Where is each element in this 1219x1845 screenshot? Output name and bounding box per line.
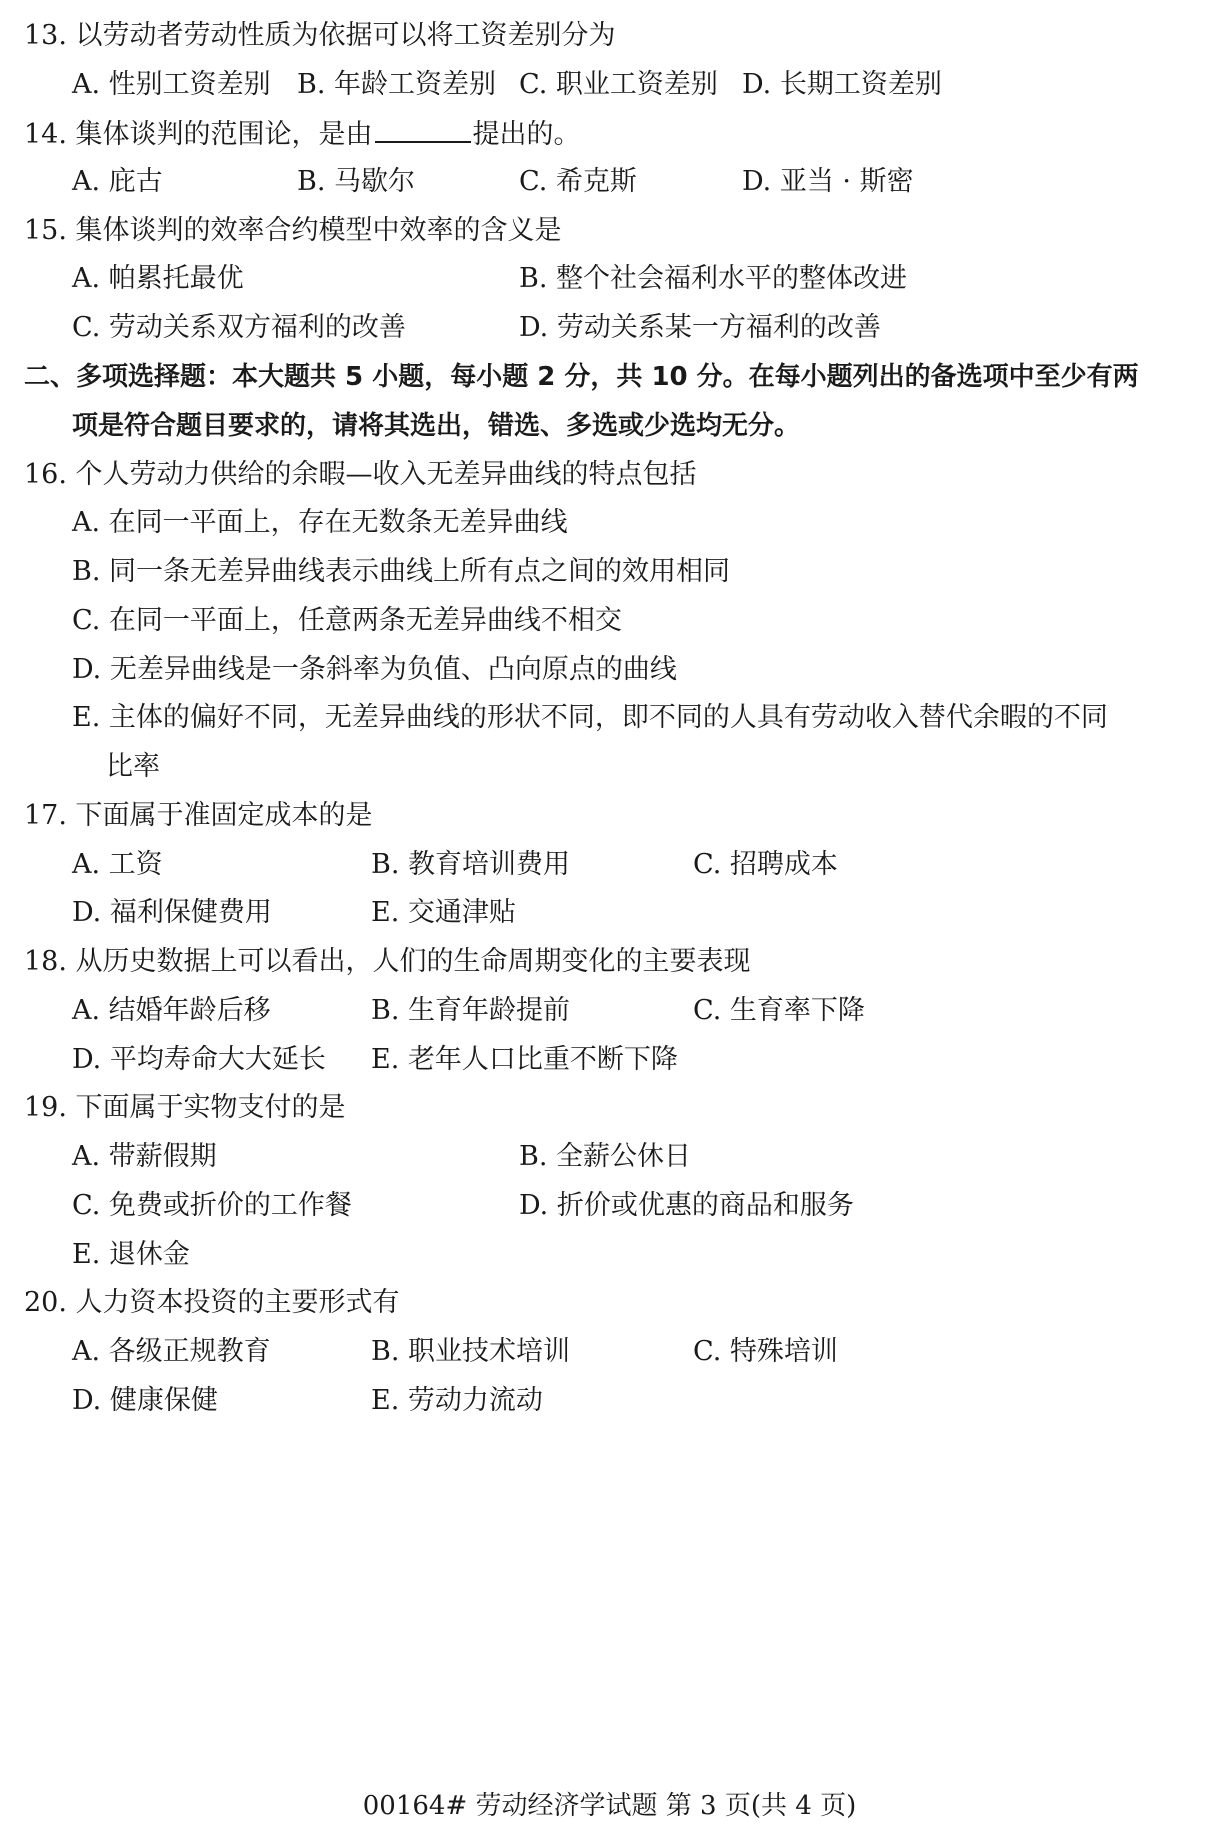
q20-option-a: A. 各级正规教育: [72, 1336, 271, 1367]
q16-option-e-cont: 比率: [106, 751, 160, 782]
q17-option-d: D. 福利保健费用: [72, 897, 272, 928]
q20-option-d: D. 健康保健: [72, 1385, 218, 1416]
q13-option-c: C. 职业工资差别: [519, 69, 718, 100]
q14-option-d: D. 亚当 · 斯密: [742, 166, 914, 197]
q13-option-d: D. 长期工资差别: [742, 69, 942, 100]
question-14: [24, 115, 581, 151]
q18-option-c: C. 生育率下降: [693, 995, 865, 1026]
q19-option-c: C. 免费或折价的工作餐: [72, 1190, 352, 1221]
question-13: 13. 以劳动者劳动性质为依据可以将工资差别分为: [24, 20, 616, 51]
q19-option-a: A. 带薪假期: [72, 1141, 217, 1172]
q16-option-c: C. 在同一平面上，任意两条无差异曲线不相交: [72, 605, 622, 636]
question-16: 16. 个人劳动力供给的余暇—收入无差异曲线的特点包括: [24, 459, 697, 490]
q16-option-e: E. 主体的偏好不同，无差异曲线的形状不同，即不同的人具有劳动收入替代余暇的不同: [72, 702, 1108, 733]
q17-option-a: A. 工资: [72, 849, 163, 880]
q17-option-e: E. 交通津贴: [371, 897, 516, 928]
section-heading: 二、多项选择题：本大题共 5 小题，每小题 2 分，共 10 分。在每小题列出的备选项中至少有两: [24, 362, 1139, 392]
q15-option-d: D. 劳动关系某一方福利的改善: [519, 312, 881, 343]
q14-option-a: A. 庇古: [72, 166, 163, 197]
q14-text-after: 提出的。: [472, 119, 581, 150]
q20-option-c: C. 特殊培训: [693, 1336, 838, 1367]
q19-option-d: D. 折价或优惠的商品和服务: [519, 1190, 854, 1221]
q17-option-b: B. 教育培训费用: [371, 849, 571, 880]
q15-option-a: A. 帕累托最优: [72, 263, 244, 294]
q19-option-b: B. 全薪公休日: [519, 1141, 692, 1172]
answer-blank: [375, 115, 471, 143]
page-footer: 00164# 劳动经济学试题 第 3 页(共 4 页): [362, 1791, 857, 1821]
section-heading-cont: 项是符合题目要求的，请将其选出，错选、多选或少选均无分。: [72, 411, 801, 441]
q13-option-b: B. 年龄工资差别: [297, 69, 497, 100]
q18-option-e: E. 老年人口比重不断下降: [371, 1044, 678, 1075]
q16-option-a: A. 在同一平面上，存在无数条无差异曲线: [72, 507, 568, 538]
question-18: 18. 从历史数据上可以看出，人们的生命周期变化的主要表现: [24, 946, 751, 977]
q15-option-c: C. 劳动关系双方福利的改善: [72, 312, 406, 343]
q19-option-e: E. 退休金: [72, 1239, 190, 1270]
q14-option-b: B. 马歇尔: [297, 166, 416, 197]
question-19: 19. 下面属于实物支付的是: [24, 1092, 346, 1123]
q16-option-d: D. 无差异曲线是一条斜率为负值、凸向原点的曲线: [72, 654, 677, 685]
q17-option-c: C. 招聘成本: [693, 849, 838, 880]
q15-option-b: B. 整个社会福利水平的整体改进: [519, 263, 908, 294]
q20-option-e: E. 劳动力流动: [371, 1385, 543, 1416]
q14-text-before: 14. 集体谈判的范围论，是由: [24, 119, 373, 150]
q18-option-a: A. 结婚年龄后移: [72, 995, 271, 1026]
question-17: 17. 下面属于准固定成本的是: [24, 800, 373, 831]
question-15: 15. 集体谈判的效率合约模型中效率的含义是: [24, 215, 562, 246]
q14-option-c: C. 希克斯: [519, 166, 637, 197]
q18-option-d: D. 平均寿命大大延长: [72, 1044, 326, 1075]
q13-option-a: A. 性别工资差别: [72, 69, 271, 100]
q16-option-b: B. 同一条无差异曲线表示曲线上所有点之间的效用相同: [72, 556, 731, 587]
question-20: 20. 人力资本投资的主要形式有: [24, 1287, 400, 1318]
q20-option-b: B. 职业技术培训: [371, 1336, 571, 1367]
q18-option-b: B. 生育年龄提前: [371, 995, 571, 1026]
